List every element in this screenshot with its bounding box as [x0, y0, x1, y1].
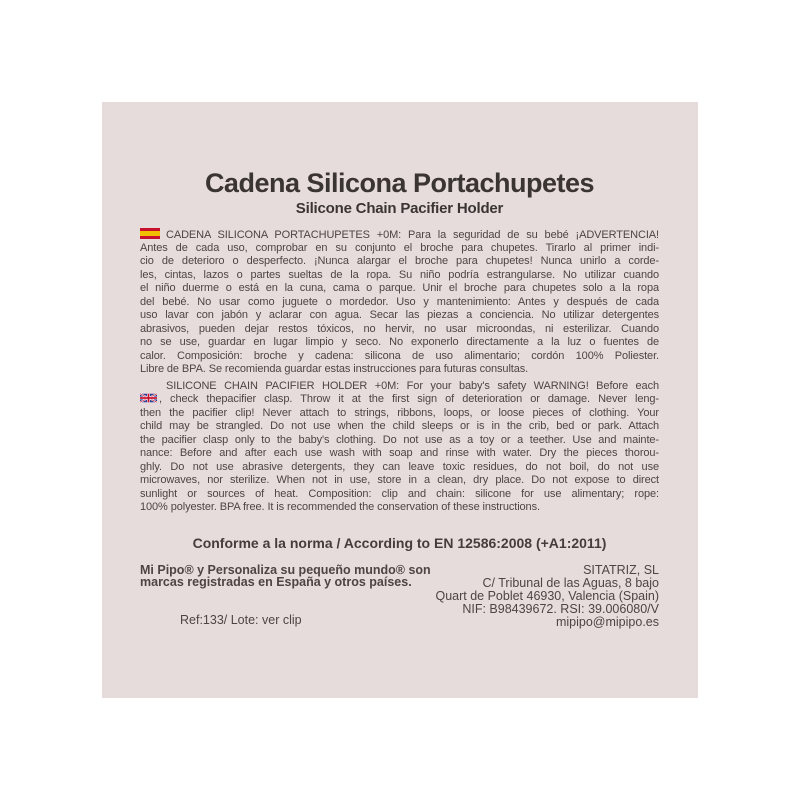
text-line — [140, 228, 659, 242]
text-line: then the pacifier clip! Never attach to strings, ribbons, loops, or loose pieces of clothing. Your — [140, 406, 659, 419]
text-line: microwaves, nor sterilize. When not in use, store in a clean, dry place. Do not expose to direct — [140, 474, 659, 486]
footer — [140, 564, 659, 629]
text-line: child may be strangled. Do not use when the child sleeps or is in the crib, bed or park. Attach — [140, 420, 659, 432]
company-address-line: C/ Tribunal de las Aguas, 8 bajo — [482, 575, 659, 590]
text-line: ghly. Do not use abrasive detergents, they can leave toxic residues, do not boil, do not use — [140, 460, 659, 473]
text-line: no se use, guardar en lugar limpio y seco. No exponerlo directamente a la luz o fuentes de — [140, 336, 659, 348]
spanish-instructions — [140, 228, 659, 377]
text-line: les, cintas, lazos o partes sueltas de la ropa. Su niño podría estrangularse. No utilizar cuando — [140, 268, 659, 281]
text-line: Libre de BPA. Se recomienda guardar estas instrucciones para futuras consultas. — [140, 363, 529, 375]
text-line-content: , check thepacifier clasp. Throw it at the first sign of deterioration or damage. Never leng- — [159, 393, 659, 405]
text-line-content: CADENA SILICONA PORTACHUPETES +0M: Para la seguridad de su bebé ¡ADVERTENCIA! — [166, 229, 659, 241]
product-label — [102, 102, 698, 698]
text-line: calor. Composición: broche y cadena: silicona de uso alimentario; cordón 100% Poliester. — [140, 349, 659, 362]
company-info — [435, 564, 659, 629]
text-line — [140, 393, 659, 407]
ref-lot-line: Ref:133/ Lote: ver clip — [180, 612, 302, 627]
text-line: SILICONE CHAIN PACIFIER HOLDER +0M: For your baby's safety WARNING! Before each — [166, 379, 659, 392]
english-instructions — [140, 380, 659, 515]
text-line: del bebé. No usar como juguete o mordedor. Uso y mantenimiento: Antes y después de cada — [140, 295, 659, 308]
product-subtitle: Silicone Chain Pacifier Holder — [295, 200, 504, 217]
text-line: uso lavar con jabón y aclarar con agua. Secar las piezas a conciencia. No utilizar detergentes — [140, 309, 659, 321]
text-line: el niño duerme o está en la cuna, cama o parque. Unir el broche para chupetes solo a la ropa — [140, 282, 659, 294]
trademark-notice — [140, 564, 431, 589]
text-line: Antes de cada uso, comprobar en su conjunto el broche para chupetes. Tirarlo al primer indi- — [140, 241, 659, 254]
uk-flag-icon — [140, 393, 157, 403]
spain-flag-icon — [140, 228, 160, 239]
text-line: the pacifier clasp only to the baby's clothing. Do not use as a toy or a teether. Use and mainte- — [140, 433, 659, 446]
footer-left-column — [140, 564, 431, 629]
text-line: cio de deterioro o desperfecto. ¡Nunca alargar el broche para chupetes! Nunca unirlo a corde- — [140, 255, 659, 267]
company-address-line: Quart de Poblet 46930, Valencia (Spain) — [435, 588, 659, 603]
company-registration-line: NIF: B98439672. RSI: 39.006080/V — [462, 601, 659, 616]
trademark-line: Mi Pipo® y Personaliza su pequeño mundo® son — [140, 562, 431, 577]
product-title: Cadena Silicona Portachupetes — [204, 168, 595, 198]
company-name: SITATRIZ, SL — [583, 562, 659, 577]
text-line: 100% polyester. BPA free. It is recommended the conservation of these instructions. — [140, 501, 540, 513]
text-line: nance: Before and after each use wash with soap and rinse with water. Dry the pieces thorou- — [140, 447, 659, 459]
trademark-line: marcas registradas en España y otros países. — [140, 575, 412, 589]
company-email: mipipo@mipipo.es — [555, 614, 659, 629]
text-line: sunlight or sources of heat. Composition: clip and chain: silicone for use alimentary; rope: — [140, 487, 659, 500]
conformity-statement: Conforme a la norma / According to EN 12586:2008 (+A1:2011) — [192, 534, 607, 551]
text-line: abrasivos, pueden dejar restos tóxicos, no hervir, no usar microondas, ni esterilizar. Cuando — [140, 322, 659, 335]
